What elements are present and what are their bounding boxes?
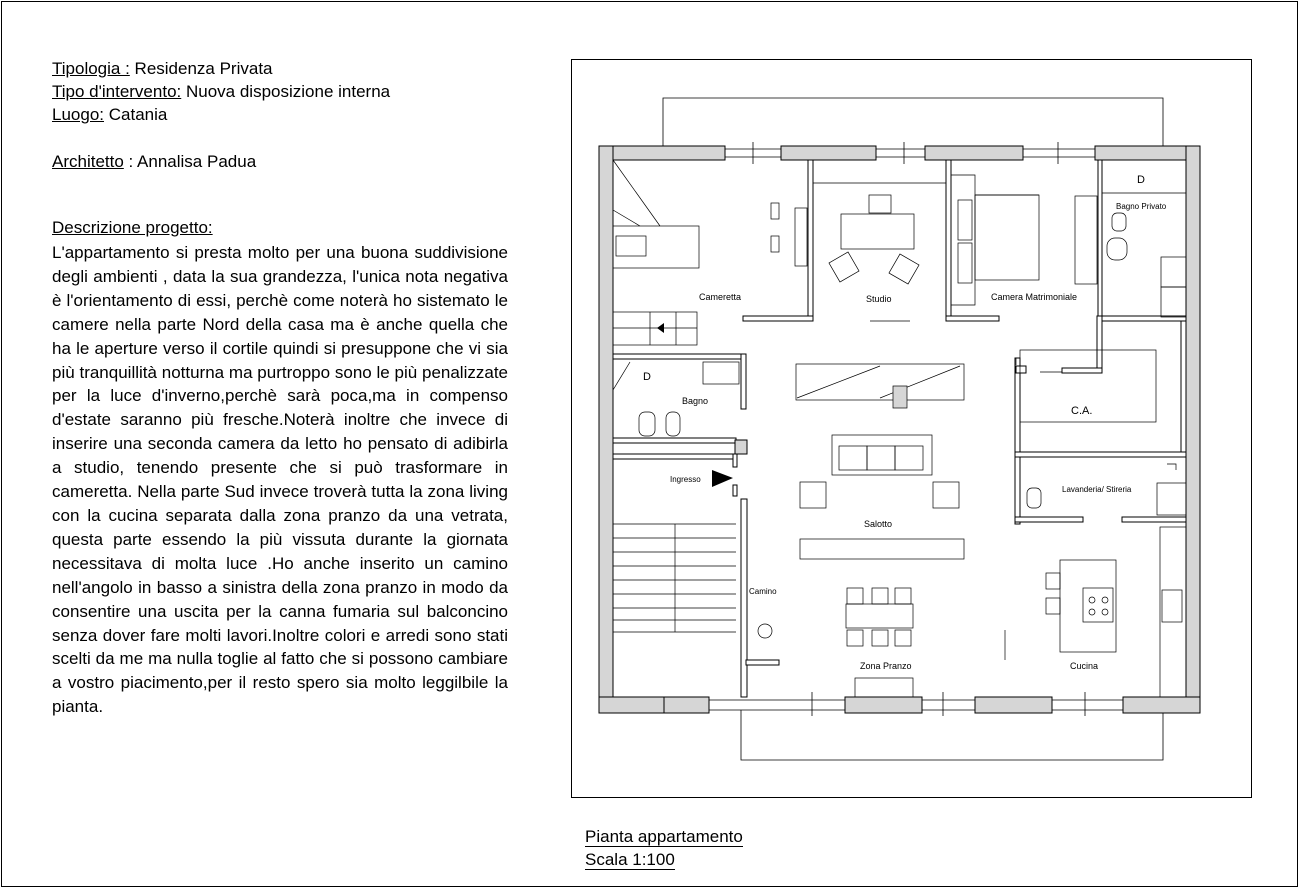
north-balcony: [663, 98, 1163, 146]
label-salotto: Salotto: [864, 519, 893, 529]
label-cameretta: Cameretta: [699, 292, 742, 302]
plan-scale: [585, 848, 675, 871]
label-camera-matrimoniale: Camera Matrimoniale: [991, 292, 1078, 302]
entrance-arrow: [712, 470, 733, 487]
label-ingresso: Ingresso: [670, 475, 701, 484]
label-camino: Camino: [749, 587, 777, 596]
typology-value: Residenza Privata: [134, 59, 273, 78]
intervention-value: Nuova disposizione interna: [185, 82, 391, 101]
label-bagno-privato: Bagno Privato: [1116, 202, 1167, 211]
description-text: L'appartamento si presta molto per una buona suddivisione degli ambienti , data la sua grandezza, l'unica nota negativa è l'orientamento di essi, perchè come noterà ho sistemato le camere nella parte Nord della casa ma è anche quella che ha le aperture verso il cortile quindi si presuppone che vi sia più tranquillità notturna ma purtroppo sono le più penalizzate per la luce d'inverno,perchè sarà poca,ma in compenso d'estate saranno più fresche.Noterà inoltre che invece di inserire una seconda camera da letto ho pensato di adibirla a studio, tenendo presente che si può trasformare in cameretta. Nella parte Sud invece troverà tutta la zona living con la cucina separata dalla zona pranzo da una vetrata, questa parte essendo la più vissuta durante la giornata necessitava di molta luce .Ho anche inserito un camino nell'angolo in basso a sinistra della zona pranzo in modo da consentire una uscita per la canna fumaria sul balconcino senza dover fare molti lavori.Inoltre colori e arredi sono stati scelti da me ma nulla toglie al fatto che si possono cambiare a vostro piacimento,per il resto spero sia molto leggilbile la pianta.: [52, 243, 508, 717]
description-title: Descrizione progetto:: [52, 218, 213, 237]
architect-label: Architetto: [52, 152, 124, 171]
label-ca: C.A.: [1071, 405, 1093, 417]
label-lavanderia: Lavanderia/ Stireria: [1062, 485, 1132, 494]
windows: [709, 142, 1123, 716]
typology-label: Tipologia :: [52, 59, 130, 78]
place-label: Luogo:: [52, 105, 104, 124]
label-zona-pranzo: Zona Pranzo: [860, 661, 912, 671]
room-labels: [643, 174, 1167, 671]
stair-arrow: [657, 323, 664, 333]
architect-value: : Annalisa Padua: [128, 152, 257, 171]
label-bagno: Bagno: [682, 396, 709, 406]
label-d-bagno: D: [643, 371, 651, 383]
south-balcony: [741, 710, 1163, 760]
label-d-bagno-privato: D: [1137, 174, 1145, 186]
plan-title-text: Pianta appartamento: [585, 827, 743, 846]
intervention-label: Tipo d'intervento:: [52, 82, 182, 101]
label-cucina: Cucina: [1070, 661, 1099, 671]
plan-scale-text: Scala 1:100: [585, 850, 675, 869]
place-value: Catania: [108, 105, 168, 124]
plan-title: [585, 825, 743, 848]
label-studio: Studio: [866, 294, 892, 304]
